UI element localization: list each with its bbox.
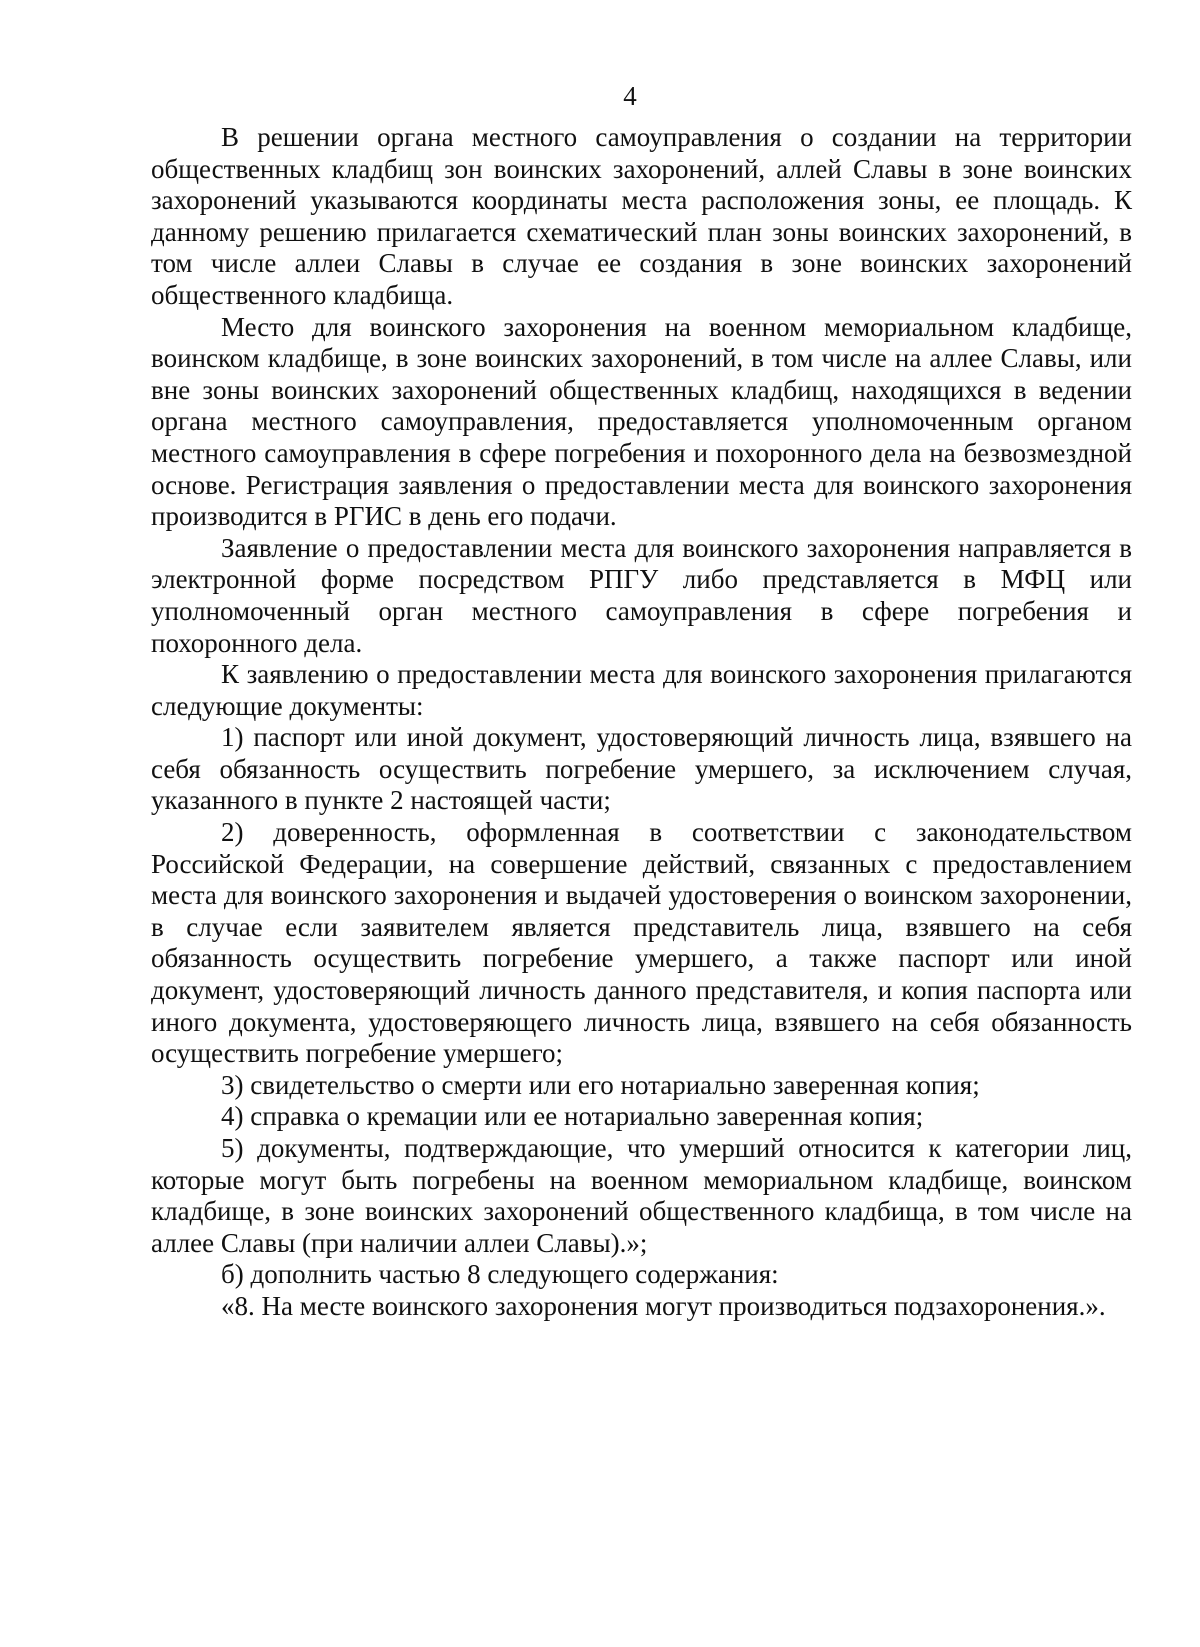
page-number: 4 xyxy=(623,81,637,111)
list-item-5: 5) документы, подтверждающие, что умерший относится к категории лиц, которые могут быть погребены на военном мемориальном кладбище, воинском кладбище, в зоне воинских захоронений общественного кладбища, в том числе на аллее Славы (при наличии аллеи Славы).»; xyxy=(151,1133,1132,1258)
amendment-item-b: б) дополнить частью 8 следующего содержания: xyxy=(221,1259,779,1290)
document-body xyxy=(151,122,1132,1323)
list-item-3: 3) свидетельство о смерти или его нотариально заверенная копия; xyxy=(221,1069,980,1100)
list-item-4: 4) справка о кремации или ее нотариально заверенная копия; xyxy=(221,1101,924,1132)
list-item-2: 2) доверенность, оформленная в соответствии с законодательством Российской Федерации, на совершение действий, связанных с предоставлением места для воинского захоронения и выдачей удостоверения о воинском захоронении, в случае если заявителем является представитель лица, взявшего на себя обязанность осуществить погребение умершего, а также паспорт или иной документ, удостоверяющий личность данного представителя, и копия паспорта или иного документа, удостоверяющего личность лица, взявшего на себя обязанность осуществить погребение умершего; xyxy=(151,817,1132,1069)
paragraph-burial-zone-decision: В решении органа местного самоуправления о создании на территории общественных кладбищ зон воинских захоронений, аллей Славы в зоне воинских захоронений указываются координаты места расположения зоны, ее площадь. К данному решению прилагается схематический план зоны воинских захоронений, в том числе аллеи Славы в случае ее создания в зоне воинских захоронений общественного кладбища. xyxy=(151,122,1132,310)
amendment-part-8: «8. На месте воинского захоронения могут производиться подзахоронения.». xyxy=(221,1290,1106,1321)
paragraph-burial-place-provision: Место для воинского захоронения на военном мемориальном кладбище, воинском кладбище, в зоне воинских захоронений, в том числе на аллее Славы, или вне зоны воинских захоронений общественных кладбищ, находящихся в ведении органа местного самоуправления, предоставляется уполномоченным органом местного самоуправления в сфере погребения и похоронного дела на безвозмездной основе. Регистрация заявления о предоставлении места для воинского захоронения производится в РГИС в день его подачи. xyxy=(151,311,1132,532)
list-item-1: 1) паспорт или иной документ, удостоверяющий личность лица, взявшего на себя обязанность осуществить погребение умершего, за исключением случая, указанного в пункте 2 настоящей части; xyxy=(151,722,1132,816)
paragraph-attached-documents: К заявлению о предоставлении места для воинского захоронения прилагаются следующие документы: xyxy=(151,659,1132,721)
paragraph-application-submission: Заявление о предоставлении места для воинского захоронения направляется в электронной форме посредством РПГУ либо представляется в МФЦ или уполномоченный орган местного самоуправления в сфере погребения и похоронного дела. xyxy=(151,532,1132,658)
